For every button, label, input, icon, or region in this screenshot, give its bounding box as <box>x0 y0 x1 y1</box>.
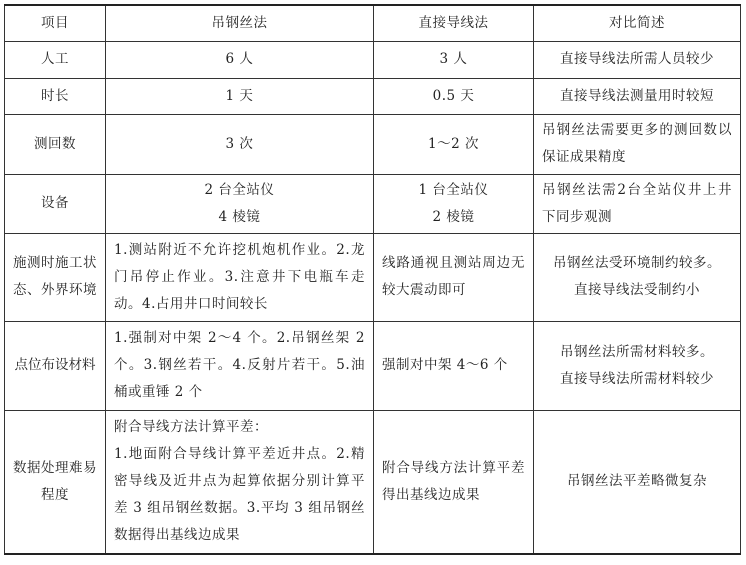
table-row <box>5 410 741 554</box>
header-row <box>5 5 741 41</box>
row-label: 测回数 <box>5 114 106 174</box>
row-label: 施测时施工状态、外界环境 <box>5 233 106 321</box>
row-label: 时长 <box>5 78 106 114</box>
table-row <box>5 233 741 321</box>
steel-wire-cell: 附合导线方法计算平差： 1.地面附合导线计算平差近井点。2.精密导线及近井点为起算依据分别计算平差 3 组吊钢丝数据。3.平均 3 组吊钢丝数据得出基线边成果 <box>106 410 374 554</box>
direct-traverse-cell: 1 台全站仪 2 棱镜 <box>374 174 534 233</box>
header-cell: 对比简述 <box>534 5 741 41</box>
steel-wire-cell: 6 人 <box>106 41 374 78</box>
comparison-cell: 吊钢丝法受环境制约较多。 直接导线法受制约小 <box>534 233 741 321</box>
header-cell: 项目 <box>5 5 106 41</box>
comparison-cell: 直接导线法测量用时较短 <box>534 78 741 114</box>
header-cell: 直接导线法 <box>374 5 534 41</box>
direct-traverse-cell: 线路通视且测站周边无较大震动即可 <box>374 233 534 321</box>
steel-wire-cell: 1.测站附近不允许挖机炮机作业。2.龙门吊停止作业。3.注意井下电瓶车走动。4.占用井口时间较长 <box>106 233 374 321</box>
direct-traverse-cell: 1～2 次 <box>374 114 534 174</box>
row-label: 数据处理难易程度 <box>5 410 106 554</box>
table-row <box>5 174 741 233</box>
row-label: 人工 <box>5 41 106 78</box>
comparison-cell: 吊钢丝法需要更多的测回数以保证成果精度 <box>534 114 741 174</box>
table-row <box>5 321 741 410</box>
comparison-cell: 直接导线法所需人员较少 <box>534 41 741 78</box>
row-label: 设备 <box>5 174 106 233</box>
table-row <box>5 78 741 114</box>
direct-traverse-cell: 3 人 <box>374 41 534 78</box>
steel-wire-cell: 3 次 <box>106 114 374 174</box>
table-row <box>5 114 741 174</box>
direct-traverse-cell: 0.5 天 <box>374 78 534 114</box>
table-row <box>5 41 741 78</box>
header-cell: 吊钢丝法 <box>106 5 374 41</box>
steel-wire-cell: 1.强制对中架 2～4 个。2.吊钢丝架 2 个。3.钢丝若干。4.反射片若干。5.油桶或重锤 2 个 <box>106 321 374 410</box>
comparison-cell: 吊钢丝法需2台全站仪井上井下同步观测 <box>534 174 741 233</box>
comparison-cell: 吊钢丝法所需材料较多。 直接导线法所需材料较少 <box>534 321 741 410</box>
direct-traverse-cell: 附合导线方法计算平差得出基线边成果 <box>374 410 534 554</box>
comparison-table <box>4 4 741 555</box>
steel-wire-cell: 1 天 <box>106 78 374 114</box>
steel-wire-cell: 2 台全站仪 4 棱镜 <box>106 174 374 233</box>
row-label: 点位布设材料 <box>5 321 106 410</box>
direct-traverse-cell: 强制对中架 4～6 个 <box>374 321 534 410</box>
comparison-cell: 吊钢丝法平差略微复杂 <box>534 410 741 554</box>
